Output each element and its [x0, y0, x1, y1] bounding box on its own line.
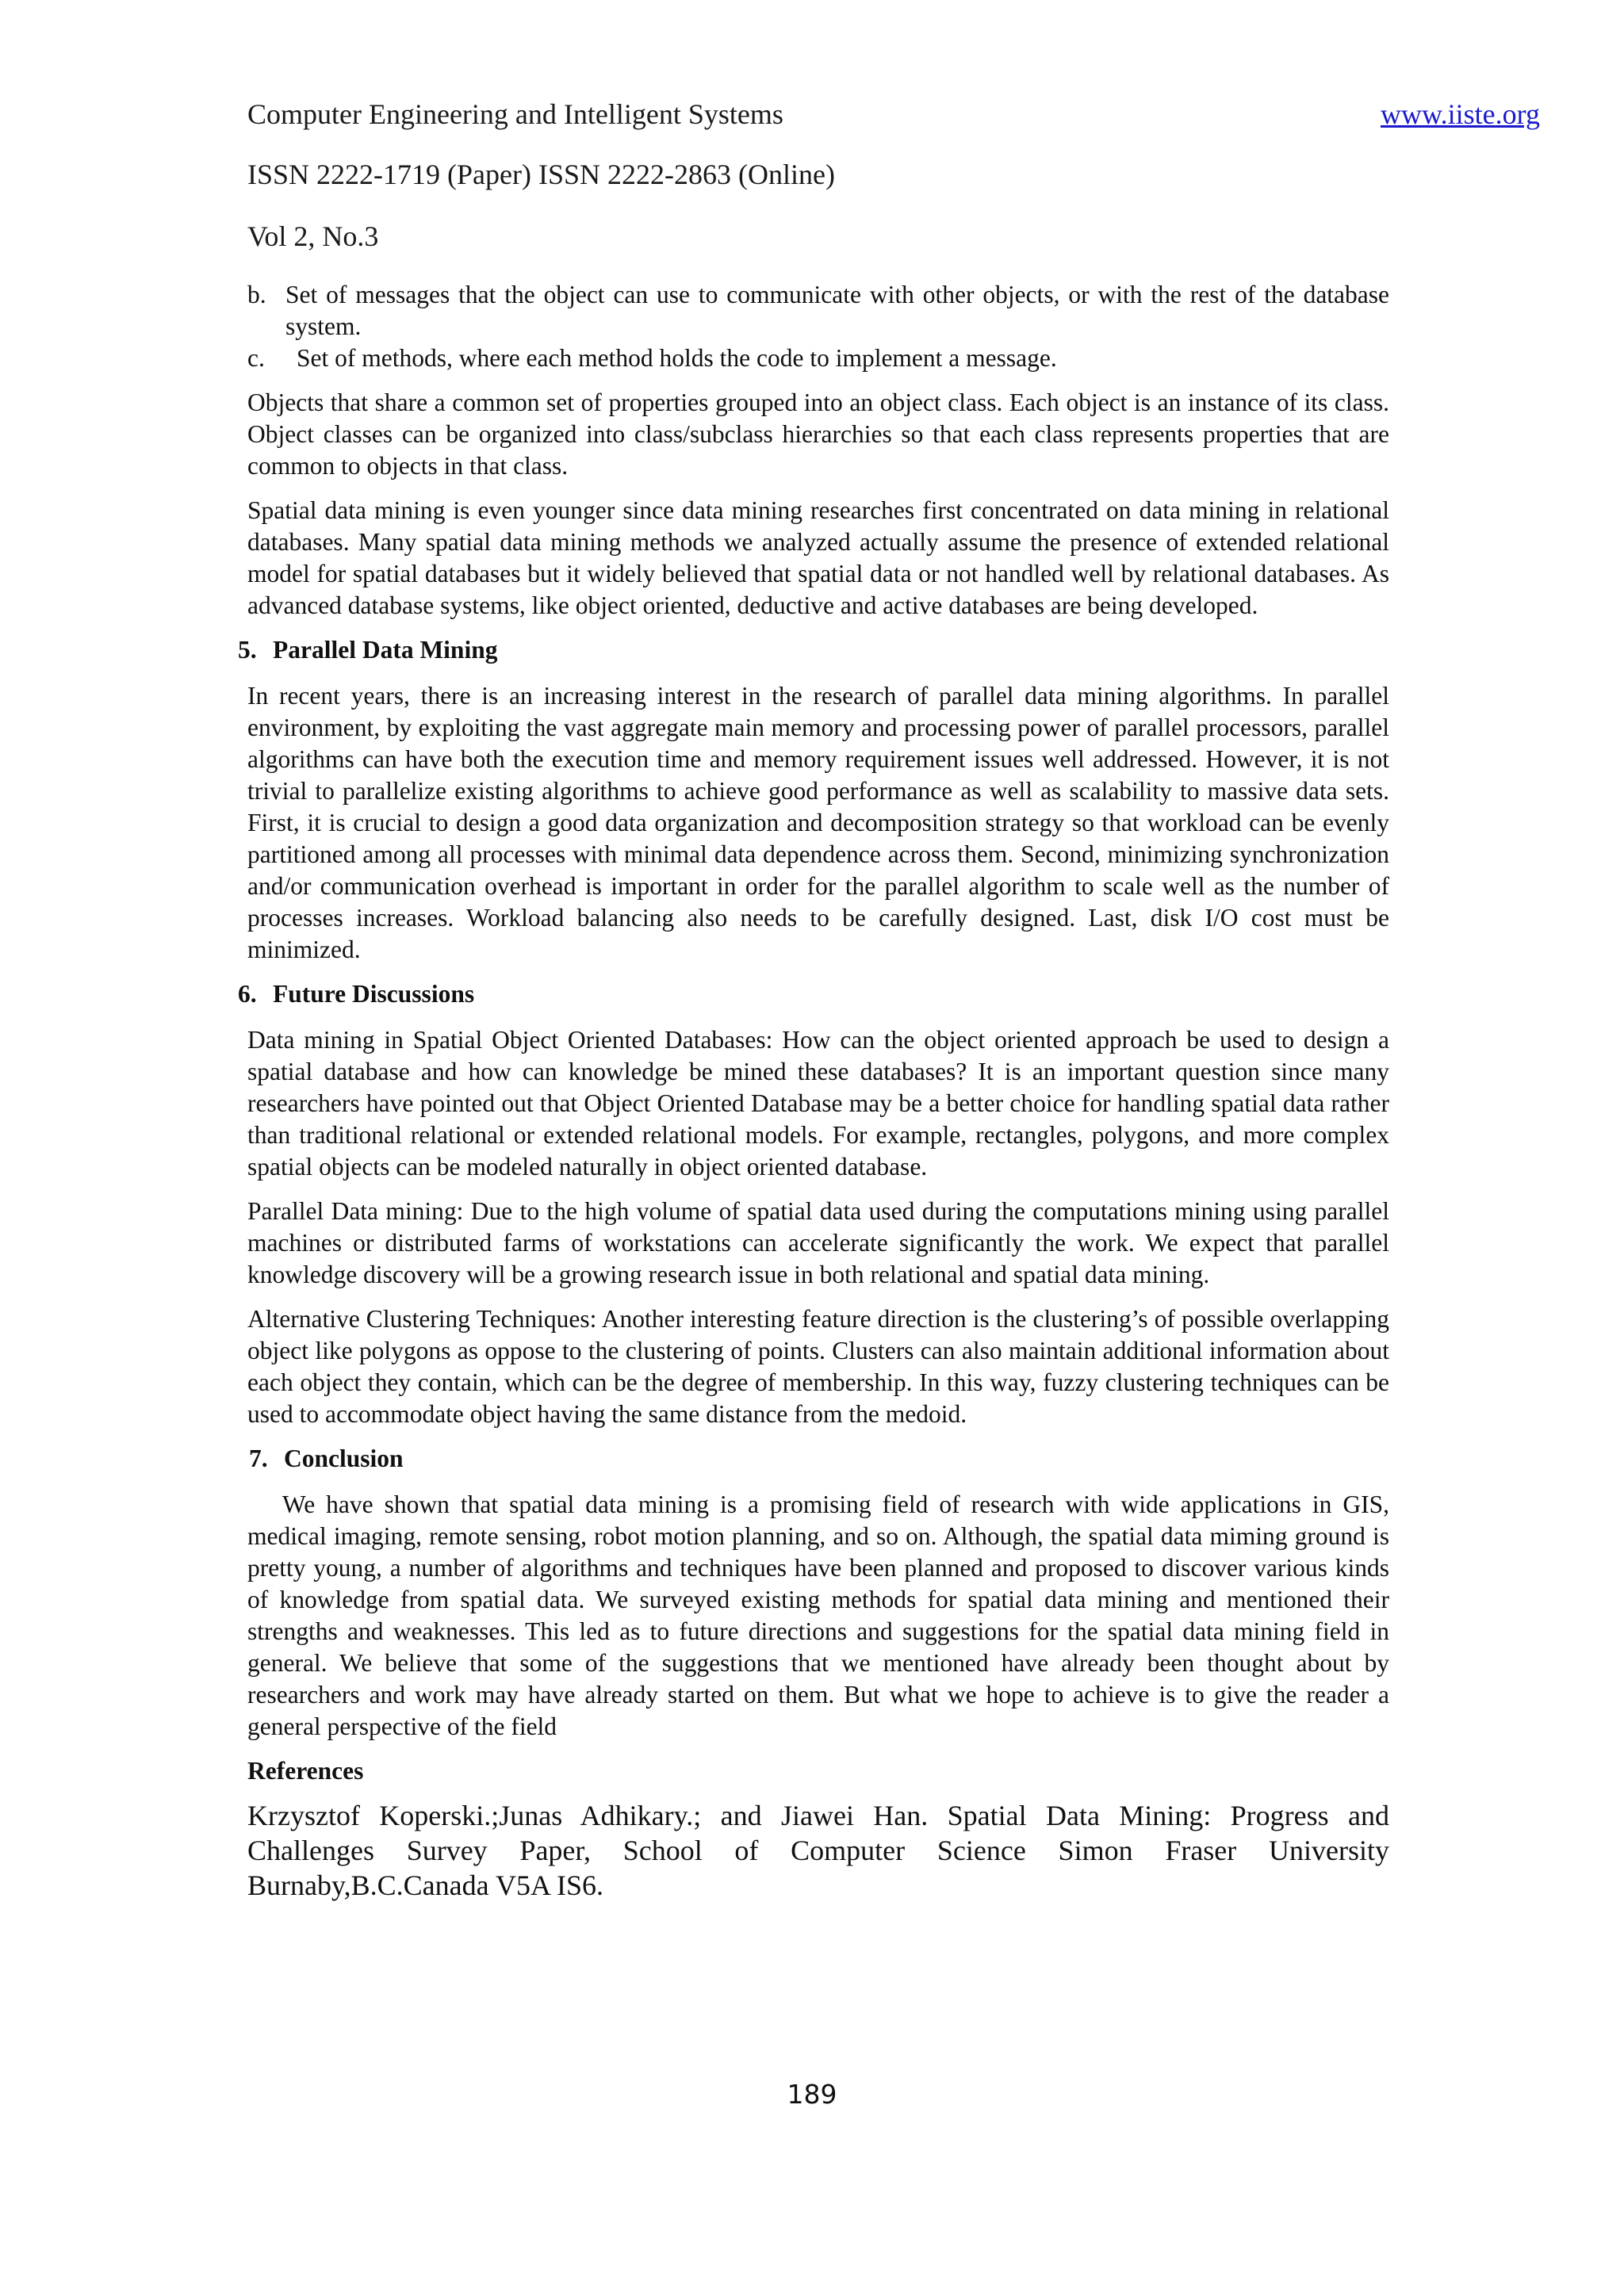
- section-heading-parallel-data-mining: [238, 634, 1389, 666]
- section-number: 6.: [238, 980, 257, 1008]
- list-item: [247, 342, 1389, 374]
- body-paragraph: Spatial data mining is even younger since data mining researches first concentrated on data mining in relational databases. Many spatial data mining methods we analyzed actually assume the presence of extended relational model for spatial databases but it widely believed that spatial data or not handled well by relational databases. As advanced database systems, like object oriented, deductive and active databases are being developed.: [247, 496, 1389, 619]
- body-paragraph: Objects that share a common set of properties grouped into an object class. Each object is an instance of its class. Object classes can be organized into class/subclass hierarchies so that each class represents properties that are common to objects in that class.: [247, 388, 1389, 480]
- references-heading: References: [247, 1757, 364, 1785]
- section-number: 7.: [249, 1445, 268, 1472]
- page-number: 189: [787, 2079, 837, 2110]
- list-item: [247, 279, 1389, 342]
- methods-list: [247, 279, 1389, 374]
- body-paragraph: Parallel Data mining: Due to the high volume of spatial data used during the computations mining using parallel machines or distributed farms of workstations can accelerate significantly the work. We expect that parallel knowledge discovery will be a growing research issue in both relational and spatial data mining.: [247, 1197, 1389, 1288]
- section-heading-conclusion: [249, 1443, 1389, 1475]
- body-paragraph: We have shown that spatial data mining is a promising field of research with wide applications in GIS, medical imaging, remote sensing, robot motion planning, and so on. Although, the spatial data miming ground is pretty young, a number of algorithms and techniques have been planned and proposed to discover various kinds of knowledge from spatial data. We surveyed existing methods for spatial data mining and mentioned their strengths and weaknesses. This led as to future directions and suggestions for the spatial data mining field in general. We believe that some of the suggestions that we mentioned have already been thought about by researchers and work may have already started on them. But what we hope to achieve is to give the reader a general perspective of the field: [247, 1490, 1389, 1740]
- section-title: Future Discussions: [273, 980, 475, 1008]
- body-paragraph: Alternative Clustering Techniques: Another interesting feature direction is the clustering’s of possible overlapping object like polygons as oppose to the clustering of points. Clusters can also maintain additional information about each object they contain, which can be the degree of membership. In this way, fuzzy clustering techniques can be used to accommodate object having the same distance from the medoid.: [247, 1305, 1389, 1428]
- body-paragraph: Data mining in Spatial Object Oriented Databases: How can the object oriented approach be used to design a spatial database and how can knowledge be mined these databases? It is an important question since many researchers have pointed out that Object Oriented Database may be a better choice for handling spatial data rather than traditional relational or extended relational models. For example, rectangles, polygons, and more complex spatial objects can be modeled naturally in object oriented database.: [247, 1026, 1389, 1181]
- section-title: Conclusion: [284, 1445, 404, 1472]
- volume-line: Vol 2, No.3: [247, 220, 379, 252]
- page-body: [238, 279, 1389, 1915]
- section-title: Parallel Data Mining: [273, 636, 498, 664]
- journal-title: Computer Engineering and Intelligent Systems: [247, 98, 783, 130]
- list-item-text: Set of methods, where each method holds the code to implement a message.: [297, 344, 1057, 372]
- body-paragraph: In recent years, there is an increasing interest in the research of parallel data mining algorithms. In parallel environment, by exploiting the vast aggregate main memory and processing power of parallel processors, parallel algorithms can have both the execution time and memory requirement issues well addressed. However, it is not trivial to parallelize existing algorithms to achieve good performance as well as scalability to massive data sets. First, it is crucial to design a good data organization and decomposition strategy so that workload can be evenly partitioned among all processes with minimal data dependence across them. Second, minimizing synchronization and/or communication overhead is important in order for the parallel algorithm to scale well as the number of processes increases. Workload balancing also needs to be carefully designed. Last, disk I/O cost must be minimized.: [247, 682, 1389, 963]
- list-item-label: b.: [247, 281, 266, 308]
- list-item-text: Set of messages that the object can use to communicate with other objects, or with the rest of the database system.: [285, 281, 1389, 340]
- section-number: 5.: [238, 636, 257, 664]
- section-heading-future-discussions: [238, 978, 1389, 1010]
- issn-line: ISSN 2222-1719 (Paper) ISSN 2222-2863 (Online): [247, 159, 835, 190]
- journal-url-link[interactable]: www.iiste.org: [1381, 98, 1540, 130]
- list-item-label: c.: [247, 344, 265, 372]
- reference-item: Krzysztof Koperski.;Junas Adhikary.; and Jiawei Han. Spatial Data Mining: Progress and Challenges Survey Paper, School of Computer Science Simon Fraser University Burnaby,B.C.Canada V5A IS6.: [247, 1800, 1389, 1901]
